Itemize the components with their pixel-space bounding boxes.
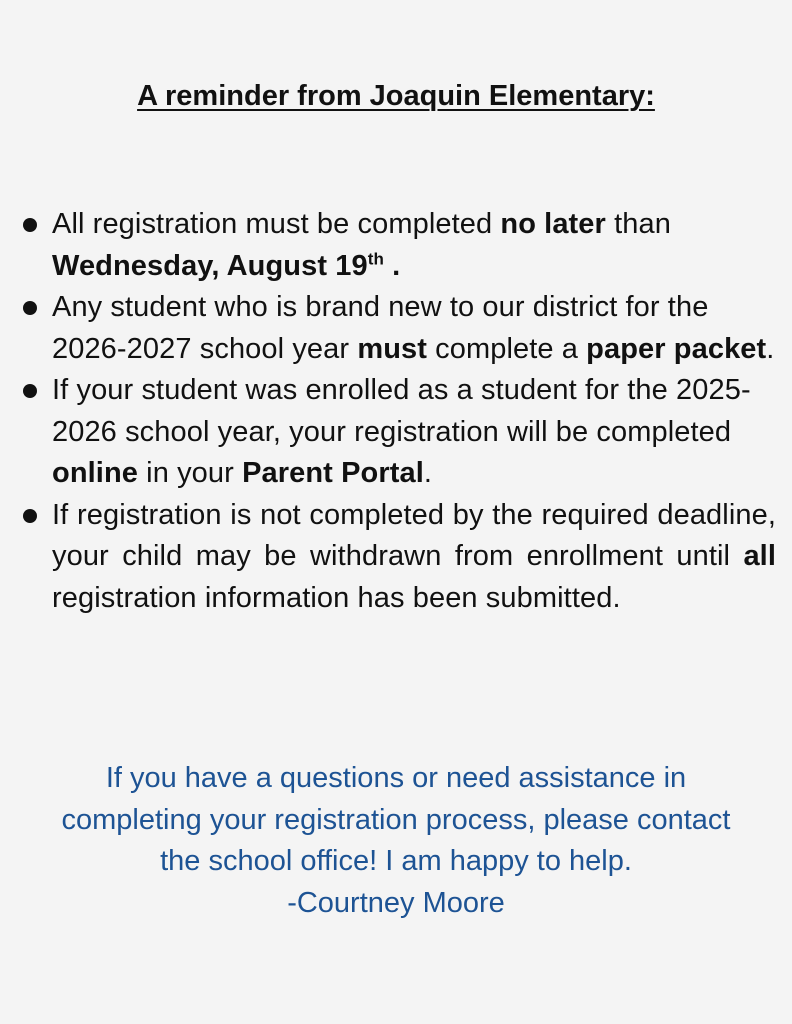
withdrawal-text-2: registration information has been submitted. [52,581,621,614]
online-text: online [52,457,138,489]
list-item-returning-students [0,370,776,495]
returning-text-2: in your [138,457,243,489]
new-students-emphasis: must [357,332,427,365]
list-item-new-students [0,287,776,370]
returning-text: If your student was enrolled as a student for the 2025-2026 school year, your registration will be completed [52,374,751,448]
new-students-period: . [766,332,775,365]
paper-packet-text: paper packet [586,332,767,365]
deadline-date-suffix: th [367,248,384,268]
returning-period: . [423,457,433,489]
deadline-text-2: than [605,208,671,240]
closing-line-1: If you have a questions or need assistance in [105,762,687,794]
parent-portal-text: Parent Portal [242,457,424,489]
deadline-period: . [383,249,401,282]
deadline-emphasis: no later [500,208,606,240]
reminder-list [0,204,792,619]
bullet-icon [23,218,37,232]
closing-line-2: completing your registration process, please contact [61,803,731,836]
bullet-icon [23,384,37,398]
bullet-icon [23,301,37,315]
closing-line-3: the school office! I am happy to help. [160,845,632,877]
signature: -Courtney Moore [287,886,505,919]
deadline-date: Wednesday, August 19 [52,249,368,282]
list-item-withdrawal [0,495,776,620]
bullet-icon [23,509,37,523]
all-emphasis: all [743,540,776,572]
list-item-deadline [0,204,776,287]
new-students-text-2: complete a [427,332,587,365]
closing-message [0,758,792,924]
deadline-text: All registration must be completed [52,208,501,240]
notice-title: A reminder from Joaquin Elementary: [137,80,655,112]
withdrawal-text: If registration is not completed by the required deadline, your child may be withdrawn from enrollment until [52,498,776,572]
new-students-text: Any student who is brand new to our district for the 2026-2027 school year [52,291,709,365]
